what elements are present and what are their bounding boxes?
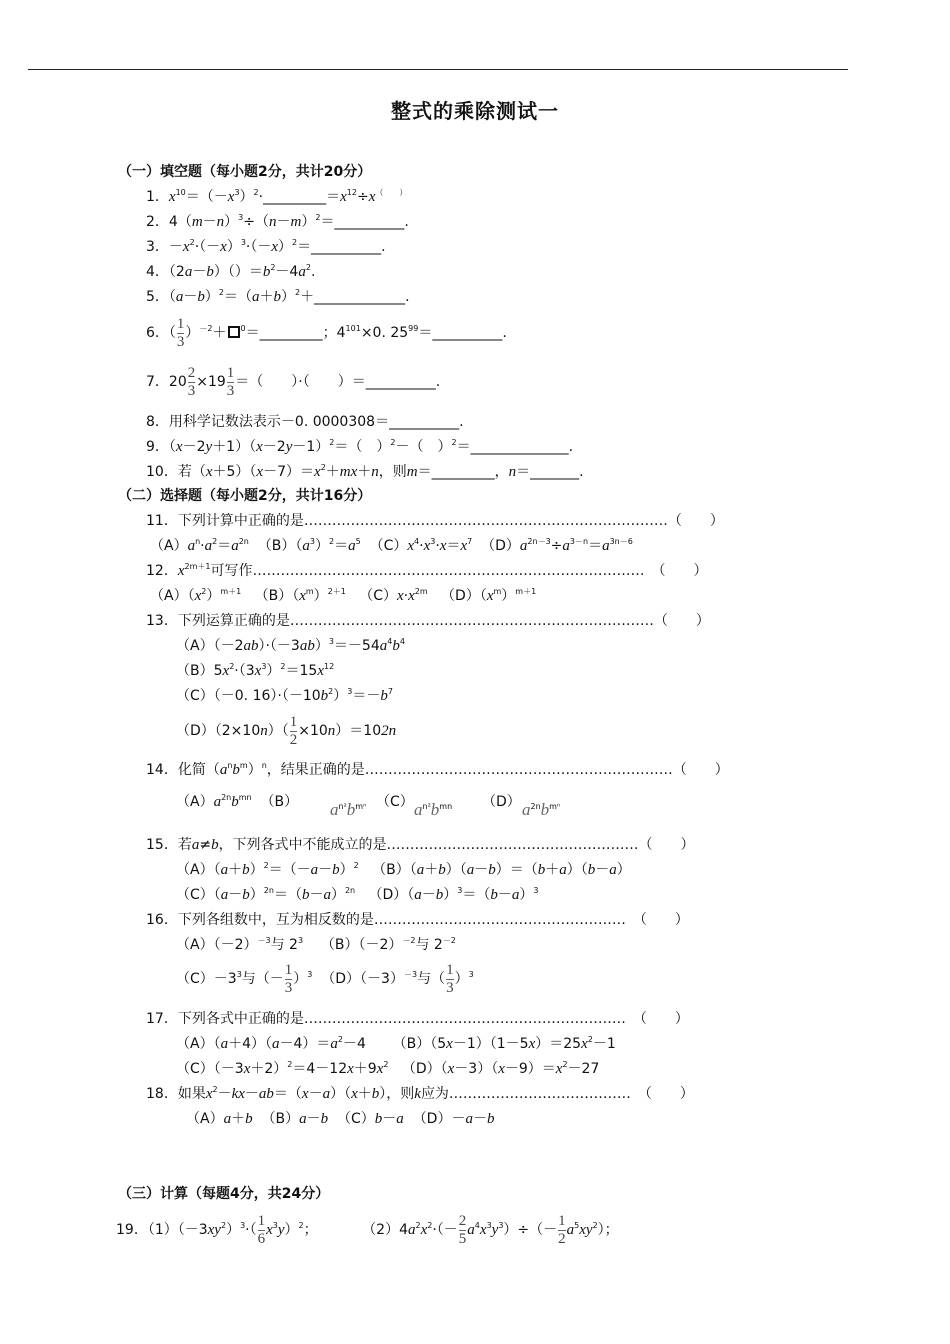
question-13-option-b: $(B)5x^2\cdot(3x^3)^2=15x^{12}$: [176, 662, 335, 679]
fraction: $\frac{1}{2}$: [558, 1212, 566, 1247]
option-14c-label: （C）: [376, 794, 414, 810]
question-15-options-ab: $(A)(a+b)^2=(-a-b)^2$ （B）（a＋b）（a－b）＝（b＋a）（b－a）: [176, 861, 631, 878]
question-14-options: $(A)a^{2n}b^{mn}$ （B）: [176, 793, 299, 810]
fraction: $\frac{1}{3}$: [446, 961, 454, 996]
question-13-option-a: $(A)(-2ab)\cdot(-3ab)^3=-54a^4b^4$: [176, 637, 405, 654]
header-rule: [28, 69, 848, 70]
question-13-option-c: （C）（－0. $16)\cdot(-10b^2)^3=-b^7$: [176, 687, 393, 704]
question-7: 7．20 $\frac{2}{3}$ ×19 $\frac{1}{3}$ ＝（ ）·（ ）＝__________.: [146, 364, 441, 399]
fraction: $\frac{1}{3}$: [284, 961, 293, 996]
question-12: 12．$x^{2m+1}$可写作………………………………………………………………………… （ ）: [146, 562, 708, 579]
question-12-options: $(A)(x^2)^{m+1}$ $(B)(x^m)^{2+1}$ $(C)x\cdot x^{2m}$ $(D)(x^m)^{m+1}$: [150, 587, 537, 604]
question-16: 16．下列各组数中，互为相反数的是……………………………………………… （ ）: [146, 912, 689, 928]
question-4: 4．$(2a-b)()=b^2-4a^2$.: [146, 263, 316, 280]
option-14c-expr: $a^{n^2}b^{mn}$: [414, 800, 453, 819]
question-11: 11．下列计算中正确的是……………………………………………………………………（ ）: [146, 513, 724, 529]
question-9: 9．$(x-2y+1)(x-2y-1)^2=$（ ）$^2$－（ ）$^2$＝______________.: [146, 438, 574, 455]
question-3: 3．$-x^2\cdot(-x)^3\cdot(-x)^2=\_\_\_\_\_\_\_\_\_\_$.: [146, 238, 386, 255]
section-multiple-choice: （二）选择题（每小题2分，共计16分）: [118, 488, 372, 504]
question-19: 19．$(1)(-3xy^2)^3\cdot$（ $\frac{1}{6}$ $x^3y)^2$； $(2)4a^2x^2\cdot(-$ $\frac{2}{5}$ $a^4x^3y^3)\div(-$ $\frac{1}{2}$ $a^5xy^2$）；: [116, 1212, 619, 1247]
question-16-options-ab: $(A)(-2)^{-3}$与 $2^3$ $(B)(-2)^{-2}$与 $2^{-2}$: [176, 936, 456, 953]
question-10: 10．若$(x+5)(x-7)=x^2+mx+n$，则m＝_________，n＝_______.: [146, 463, 584, 480]
section-fill-blank: （一）填空题（每小题2分，共计20分）: [118, 164, 372, 180]
fraction: $\frac{1}{3}$: [226, 364, 235, 399]
question-11-options: $(A)a^n\cdot a^2=a^{2n}$ $(B)(a^3)^2=a^5$ $(C)x^4\cdot x^3\cdot x=x^7$ $(D)a^{2n-3}\div a^{3-n}=a^{3n-6}$: [150, 537, 633, 554]
question-18: 18．如果$x^2-kx-ab=(x-a)(x+b)$，则k应为………………………………… （ ）: [146, 1085, 694, 1102]
question-18-options: （A）a＋b （B）a－b （C）b－a （D）－a－b: [186, 1111, 495, 1127]
question-13-option-d: （D）（2×10n）（ $\frac{1}{2}$ ×10n）＝102n: [176, 713, 397, 748]
fraction: $\frac{2}{5}$: [458, 1212, 467, 1247]
fraction: $\frac{1}{6}$: [257, 1212, 266, 1247]
question-8: 8．用科学记数法表示－0. 0000308＝__________.: [146, 414, 464, 430]
question-15-options-cd: $(C)(a-b)^{2n}=(b-a)^{2n}$ $(D)(a-b)^3=(b-a)^3$: [176, 886, 539, 903]
question-6: 6．（ $\frac{1}{3}$ ）$^{-2}$＋ $^0$＝_________；$4^{101}\times 0$. $25^{99}=\_\_\_\_\_\_\_\_\_\_$.: [146, 315, 507, 350]
question-15: 15．若a≠b，下列各式中不能成立的是………………………………………………（ ）: [146, 837, 695, 853]
option-14d-expr: $a^{2n}b^{m^n}$: [522, 800, 561, 819]
question-14: 14．化简$(a^nb^m)^n$，结果正确的是…………………………………………………………（ ）: [146, 761, 729, 778]
question-13: 13．下列运算正确的是……………………………………………………………………（ ）: [146, 613, 710, 629]
question-1: 1．$x^{10}=(-x^3)^2\cdot\_\_\_\_\_\_\_\_\_=x^{12}\div x^{( )}$: [146, 188, 408, 205]
fraction: $\frac{2}{3}$: [187, 364, 196, 399]
fraction: $\frac{1}{3}$: [176, 315, 185, 350]
question-17: 17．下列各式中正确的是…………………………………………………………… （ ）: [146, 1011, 689, 1027]
question-2: 2．$4(m-n)^3\div(n-m)^2=\_\_\_\_\_\_\_\_\_\_$.: [146, 213, 409, 230]
fraction: $\frac{1}{2}$: [289, 713, 298, 748]
option-14d-label: （D）: [482, 794, 521, 810]
square-placeholder-icon: [228, 326, 240, 338]
question-5: 5．$(a-b)^2=(a+b)^2+\_\_\_\_\_\_\_\_\_\_\_\_\_$.: [146, 288, 410, 305]
question-17-options-cd: $(C)(-3x+2)^2=4-12x+9x^2$ $(D)(x-3)(x-9)=x^2-27$: [176, 1060, 600, 1077]
question-16-options-cd: $(C)-3^3$与（－ $\frac{1}{3}$ ）$^3$ $(D)(-3)^{-3}$与（ $\frac{1}{3}$ ）$^3$: [176, 961, 474, 996]
section-calculation: （三）计算（每题4分，共24分）: [118, 1186, 330, 1202]
question-17-options-ab: $(A)(a+4)(a-4)=a^2-4$ $(B)(5x-1)(1-5x)=25x^2-1$: [176, 1035, 616, 1052]
option-14b-expr: $a^{n^2}b^{m^n}$: [330, 800, 367, 819]
page-title: 整式的乘除测试一: [391, 99, 559, 123]
